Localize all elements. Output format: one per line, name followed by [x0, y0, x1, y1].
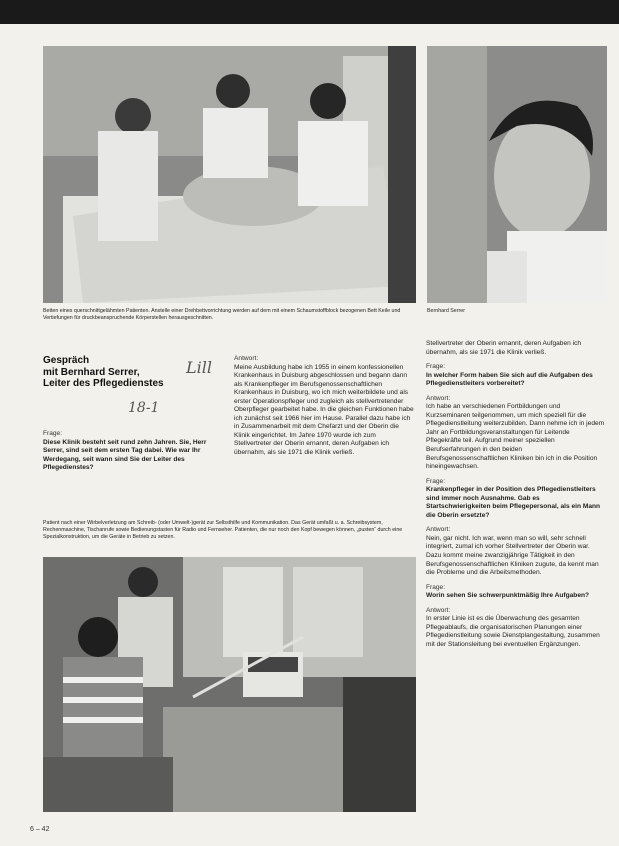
bernhard-serrer-portrait [427, 46, 607, 303]
headline-line-2: mit Bernhard Serrer, [43, 366, 140, 378]
answer-2: Ich habe an verschiedenen Fortbildungen und Kurzseminaren teilgenommen, um mich speziell für die Pflegedienstleitung weiterzubilden. Dann nehme ich in jedem Jahr an Fortbildungsveranstaltungen für Leitende Pflegekräfte teil. Aufgrund meiner speziellen Berufserfahrungen in den beiden Berufsgenossenschaftlichen Kliniken bin ich in die Position hineingewachsen. [426, 403, 605, 471]
interview-headline [43, 355, 183, 390]
frage-label-2: Frage: [426, 363, 446, 371]
headline-line-1: Gespräch [43, 355, 90, 366]
antwort-label-2: Antwort: [426, 394, 451, 402]
headline-line-3: Leiter des Pflegedienstes [43, 378, 164, 389]
answer-3: Nein, gar nicht. Ich war, wenn man so will, sehr schnell integriert, zumal ich vorher Stellvertreter der Oberin war. Dazu kommt meine zwanzigjährige Tätigkeit in den Berufsgenossenschaftlichen Kliniken zugute, da kennt man die Probleme und die Arbeitsmethoden. [426, 534, 599, 577]
question-1: Diese Klinik besteht seit rund zehn Jahren. Sie, Herr Serrer, sind seit dem ersten Tag dabei. Wie war Ihr Werdegang, seit wann sind Sie der Leiter des Pflegedienstes? [43, 438, 207, 472]
handwritten-number: 18-1 [128, 400, 160, 416]
answer-1: Meine Ausbildung habe ich 1955 in einem konfessionellen Krankenhaus in Duisburg abgeschlossen und begann dann als Krankenpfleger im Berufsgenossenschaftlichen Krankenhaus in Duisburg, wo ich mich weiterbildete und als erster Operationspfleger und zugleich als stellvertretender Oberpfleger gearbeitet habe. In die gleichen Funktionen habe ich zunächst seit 1966 hier im Hause. Parallel dazu habe ich in Zusammenarbeit mit dem Chefarzt und der Oberin die Klinik eingerichtet. Im Jahre 1970 wurde ich zum Stellvertreter der Oberin ernannt, deren Aufgaben ich übernahm, als sie 1971 die Klinik verließ. [234, 363, 414, 457]
antwort-label-4: Antwort: [426, 606, 451, 614]
patient-device-photo [43, 557, 416, 812]
interview-column-middle [234, 355, 414, 458]
portrait-caption: Bernhard Serrer [427, 308, 465, 314]
top-bar [0, 0, 619, 24]
question-3: Krankenpfleger in der Position des Pflegedienstleiters sind immer noch Ausnahme. Gab es Startschwierigkeiten beim Pflegepersonal, als ein Mann die Oberin ersetzte? [426, 486, 601, 519]
handwritten-mark: Lill [186, 358, 212, 377]
frage-label: Frage: [43, 430, 63, 437]
top-photo-caption: Betten eines querschnittgelähmten Patienten. Anstelle einer Drehbettvorrichtung werden auf dem mit einem Schaumstoffblock bezogenen Bett Keile und Vertiefungen für druckbeanspruchende Körperstellen herausgeschnitten. [43, 308, 401, 321]
frage-label-3: Frage: [426, 477, 446, 485]
page-folio: 6 – 42 [30, 826, 50, 833]
antwort-label-3: Antwort: [426, 526, 451, 534]
frage-label-4: Frage: [426, 583, 446, 591]
patient-bed-photo [43, 46, 416, 303]
interview-column-left [43, 430, 221, 473]
answer-1-continued: Stellvertreter der Oberin ernannt, deren Aufgaben ich übernahm, als sie 1971 die Klinik verließ. [426, 340, 582, 356]
question-4: Worin sehen Sie schwerpunktmäßig Ihre Aufgaben? [426, 592, 590, 600]
antwort-label: Antwort: [234, 355, 259, 362]
bottom-photo-caption: Patient nach einer Wirbelverletzung am Schreib- (oder Umwelt-)gerät zur Selbsthilfe und Kommunikation. Das Gerät umfaßt u. a. Schreibsystem, Rechenmaschine, Tischanrufe sowie Bedienungstasten für Radio und Fernseher. Patienten, die nur noch den Kopf bewegen können, „pusten“ durch eine Spezialkonstruktion, um die Geräte in Betrieb zu setzen. [43, 520, 403, 540]
answer-4: In erster Linie ist es die Überwachung des gesamten Pflegeablaufs, die organisatorischen Planungen einer Pflegedienstleitung sowie Dienstplangestaltung, zusammen mit der Stationsleitung bei eventuellen Ergänzungen. [426, 615, 600, 648]
interview-column-right [426, 340, 606, 650]
question-2: In welcher Form haben Sie sich auf die Aufgaben des Pflegedienstleiters vorbereitet? [426, 371, 593, 388]
